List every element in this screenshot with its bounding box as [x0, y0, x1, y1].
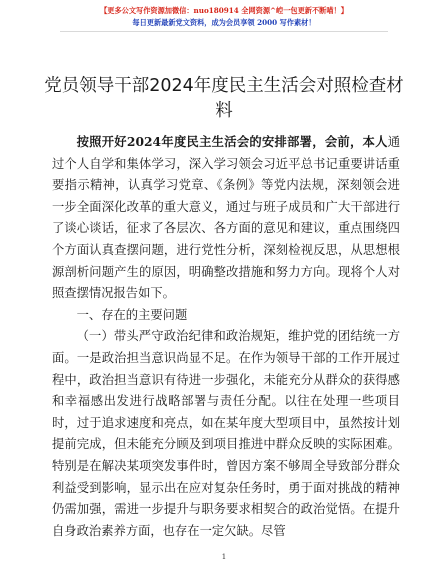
subsection-paragraph	[52, 326, 400, 542]
promo-banner-line-1: 【更多公文写作资源加微信：nuo180914 全网资源^崆一包更新不断喵！】	[100, 6, 348, 15]
body-line: 导致部分群众利益受到影响，显示出在应对复杂任务时，勇于	[52, 458, 400, 495]
intro-line: 重点围绕四个方面认真查摆问题，进行党性分析，深刻检视反	[52, 221, 400, 257]
body-line: 政治觉悟。在提升自身政治素养方面，也存在一定欠缺。尽管	[52, 502, 400, 538]
banner-divider	[60, 31, 388, 32]
intro-line: 按照开好2024年度民主生活会的安排部署，会前，本人	[76, 134, 388, 149]
body-line: 方面。一是政治担当意识尚显不足。在作为领导干部的工作开	[52, 329, 400, 365]
intro-line: 话重要指示精神，认真学习党章、《条例》等党内法规，深刻	[52, 156, 400, 193]
intro-paragraph	[52, 131, 400, 305]
body-line: 然按计划提前完成，但未能充分顾及到项目推进中群众反映的	[52, 415, 400, 452]
document-body	[52, 131, 400, 542]
body-line: 实际困难。特别是在解决某项突发事件时，曾因方案不够周全	[52, 437, 400, 473]
intro-line: 向。现将个人对照查摆情况报告如下。	[52, 264, 400, 301]
body-line: （一）带头严守政治纪律和政治规矩，维护党的团结统一	[76, 329, 388, 344]
intro-line: 思，从思想根源剖析问题产生的原因，明确整改措施和努力方	[52, 242, 400, 279]
body-line: 展过程中，政治担当意识有待进一步强化，未能充分从群众的	[52, 350, 400, 387]
section-heading: 一、存在的主要问题	[76, 307, 188, 322]
body-line: 获得感和幸福感出发进行战略部署与责任分配。以往在处理一	[52, 372, 400, 409]
intro-line: 领会进一步全面深化改革的重大意义，通过与班子成员和广大	[52, 178, 400, 214]
page-number: 1	[221, 553, 227, 561]
promo-banner-line-2: 每日更新最新党文资料，成为会员享领 2000 写作素材！	[132, 18, 316, 27]
body-line: 面对挑战的精神仍需加强，需进一步提升与职务要求相契合的	[52, 480, 400, 517]
body-line: 些项目时，过于追求速度和亮点，如在某年度大型项目中，虽	[52, 394, 400, 430]
intro-line: 干部进行了谈心谈话，征求了各层次、各方面的意见和建议，	[52, 199, 400, 236]
intro-line: 通过个人自学和集体学习，深入学习领会习近平总书记重要讲	[52, 135, 400, 171]
document-title: 党员领导干部2024年度民主生活会对照检查材料	[44, 76, 404, 121]
